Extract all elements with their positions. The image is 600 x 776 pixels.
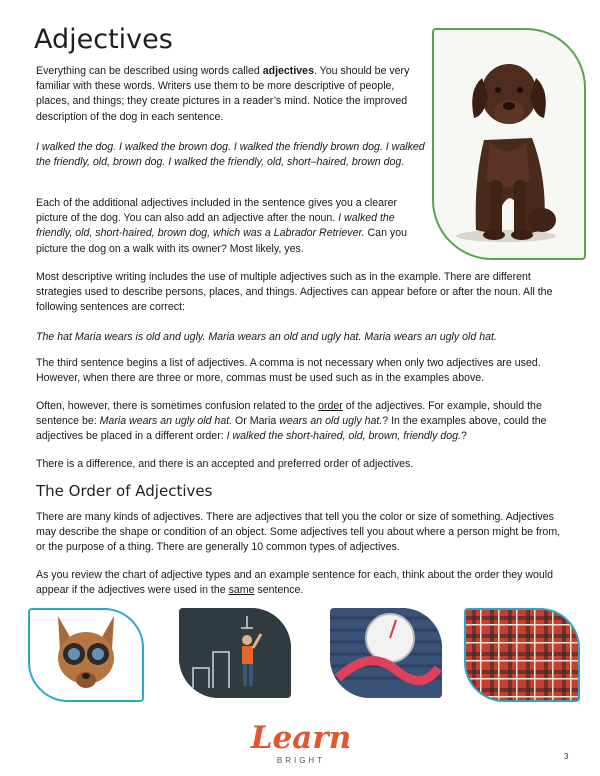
intro-paragraph: Everything can be described using words called adjectives. You should be very familiar with these words. Writers use them to be more descriptive of people, places, and things; they create pictures in a reader’s mind. Notice the improved description of the dog in each sentence. [36,65,410,123]
comma-paragraph: The third sentence begins a list of adjectives. A comma is not necessary when only two adjectives are used. However, when there are three or more, commas must be used such as in the examples above. [36,357,541,385]
child-chalkboard-image [179,608,291,698]
hat-sentences: The hat Maria wears is old and ugly. Maria wears an old and ugly hat. Maria wears an ugly old hat. [36,331,497,343]
section-heading: The Order of Adjectives [36,482,213,500]
learn-bright-logo: Learn BRIGHT [250,720,352,765]
dog-sentences: I walked the dog. I walked the brown dog. I walked the friendly brown dog. I walked the friendly, old, brown dog. I walked the friendly, old, short–haired, brown dog. [36,141,425,169]
plaid-fabric-image [464,608,580,702]
dog-binoculars-image [28,608,144,702]
order-confusion-paragraph: Often, however, there is sometimes confusion related to the order of the adjectives. For example, should the sentence be: Maria wears an ugly old hat. Or Maria wears an old ugly hat.? In the examples above, could the adjectives be placed in a different order: I walked the short-haired, old, brown, friendly dog.? [36,400,547,443]
review-paragraph: As you review the chart of adjective types and an example sentence for each, think about the order they would appear if the adjectives were used in the same sentence. [36,569,554,597]
brown-puppy-image [432,28,586,260]
scale-tape-image [330,608,442,698]
page-number: 3 [564,752,569,761]
difference-paragraph: There is a difference, and there is an accepted and preferred order of adjectives. [36,458,414,470]
kinds-paragraph: There are many kinds of adjectives. There are adjectives that tell you the color or size of something. Adjectives may describe the shape or condition of an object. Some adjectives tell you about where a person might be from, or the purpose of a thing. There are generally 10 common types of adjectives. [36,511,561,554]
page-title: Adjectives [34,24,173,55]
multiple-adjectives-paragraph: Most descriptive writing includes the use of multiple adjectives such as in the example. There are different strategies used to describe persons, places, and things. Adjectives can appear before or after the noun. All the following sentences are correct: [36,271,553,314]
clearer-picture-paragraph: Each of the additional adjectives included in the sentence gives you a clearer picture of the dog. You can also add an adjective after the noun. I walked the friendly, old, short-haired, brown dog, which was a Labrador Retriever. Can you picture the dog on a walk with its owner? Most likely, yes. [36,197,407,255]
